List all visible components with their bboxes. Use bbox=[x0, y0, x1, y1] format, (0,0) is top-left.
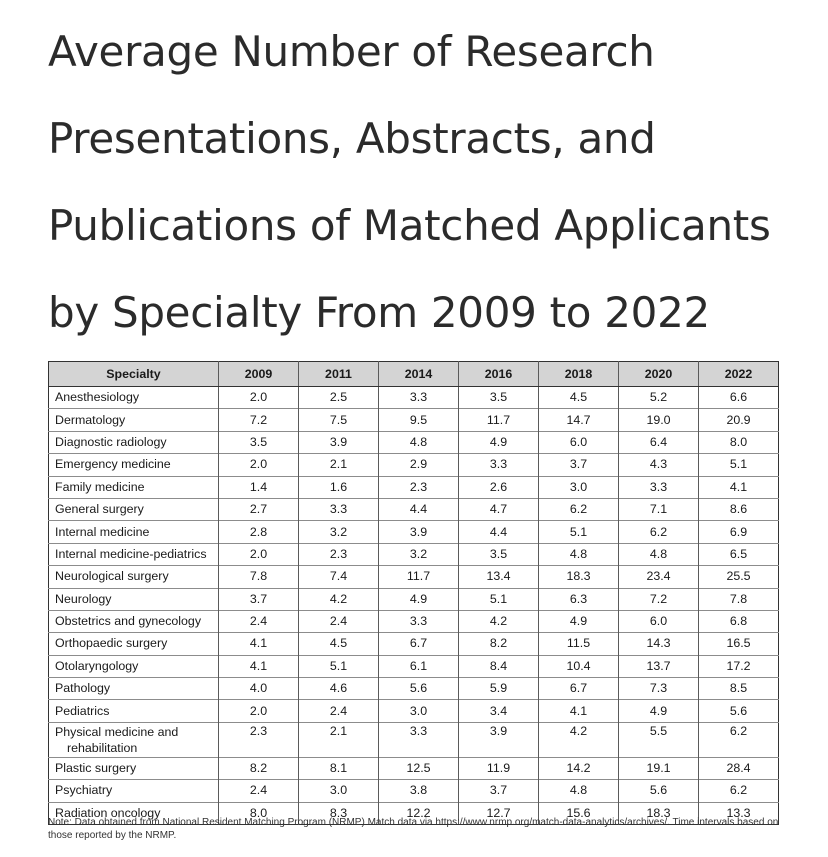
value-cell: 6.9 bbox=[699, 521, 779, 543]
specialty-name: Family medicine bbox=[55, 479, 145, 494]
value-cell: 3.2 bbox=[299, 521, 379, 543]
specialty-cell bbox=[49, 454, 219, 476]
value-cell: 7.2 bbox=[219, 409, 299, 431]
value-cell: 8.3 bbox=[299, 802, 379, 824]
value-cell: 3.5 bbox=[459, 543, 539, 565]
value-cell: 19.1 bbox=[619, 757, 699, 779]
value-cell: 6.2 bbox=[699, 722, 779, 757]
value-cell: 1.4 bbox=[219, 476, 299, 498]
specialty-name: Dermatology bbox=[55, 412, 126, 427]
value-cell: 4.5 bbox=[299, 633, 379, 655]
value-cell: 2.4 bbox=[299, 610, 379, 632]
specialty-name: Neurology bbox=[55, 591, 112, 606]
value-cell: 5.6 bbox=[699, 700, 779, 722]
value-cell: 5.6 bbox=[379, 678, 459, 700]
specialty-name: Internal medicine-pediatrics bbox=[55, 546, 207, 561]
column-header: Specialty bbox=[49, 362, 219, 387]
value-cell: 6.2 bbox=[619, 521, 699, 543]
value-cell: 3.0 bbox=[299, 780, 379, 802]
value-cell: 7.2 bbox=[619, 588, 699, 610]
table-note: Note: Data obtained from National Resident Matching Program (NRMP) Match data via https://www.nrmp.org/match-data-analytics/archives/. Time intervals based on those reported by the NRMP. bbox=[48, 817, 779, 841]
value-cell: 8.0 bbox=[219, 802, 299, 824]
value-cell: 23.4 bbox=[619, 566, 699, 588]
value-cell: 6.1 bbox=[379, 655, 459, 677]
specialty-cell bbox=[49, 610, 219, 632]
specialty-name: Emergency medicine bbox=[55, 457, 171, 472]
value-cell: 4.8 bbox=[539, 780, 619, 802]
specialty-cell bbox=[49, 431, 219, 453]
value-cell: 17.2 bbox=[699, 655, 779, 677]
value-cell: 5.9 bbox=[459, 678, 539, 700]
value-cell: 2.7 bbox=[219, 498, 299, 520]
value-cell: 3.3 bbox=[379, 387, 459, 409]
value-cell: 6.4 bbox=[619, 431, 699, 453]
value-cell: 2.6 bbox=[459, 476, 539, 498]
table-row bbox=[49, 431, 779, 453]
value-cell: 6.8 bbox=[699, 610, 779, 632]
specialty-name-continued: rehabilitation bbox=[67, 740, 138, 755]
specialty-cell bbox=[49, 757, 219, 779]
title-line: Presentations, Abstracts, and bbox=[48, 114, 656, 163]
value-cell: 11.7 bbox=[379, 566, 459, 588]
table-row bbox=[49, 543, 779, 565]
table-row bbox=[49, 588, 779, 610]
value-cell: 4.2 bbox=[299, 588, 379, 610]
value-cell: 6.7 bbox=[379, 633, 459, 655]
specialty-name: Orthopaedic surgery bbox=[55, 636, 168, 651]
value-cell: 3.9 bbox=[459, 722, 539, 757]
table-row bbox=[49, 757, 779, 779]
title-line: by Specialty From 2009 to 2022 bbox=[48, 288, 710, 337]
value-cell: 7.4 bbox=[299, 566, 379, 588]
value-cell: 5.1 bbox=[699, 454, 779, 476]
specialty-cell bbox=[49, 722, 219, 757]
value-cell: 11.7 bbox=[459, 409, 539, 431]
value-cell: 4.1 bbox=[699, 476, 779, 498]
value-cell: 6.2 bbox=[699, 780, 779, 802]
value-cell: 5.1 bbox=[299, 655, 379, 677]
specialty-table bbox=[48, 361, 779, 825]
value-cell: 6.0 bbox=[619, 610, 699, 632]
value-cell: 2.1 bbox=[299, 454, 379, 476]
value-cell: 4.1 bbox=[219, 655, 299, 677]
specialty-name: Obstetrics and gynecology bbox=[55, 614, 202, 629]
value-cell: 18.3 bbox=[539, 566, 619, 588]
value-cell: 4.2 bbox=[459, 610, 539, 632]
value-cell: 5.6 bbox=[619, 780, 699, 802]
table-row bbox=[49, 722, 779, 757]
value-cell: 19.0 bbox=[619, 409, 699, 431]
value-cell: 9.5 bbox=[379, 409, 459, 431]
value-cell: 8.2 bbox=[459, 633, 539, 655]
value-cell: 2.9 bbox=[379, 454, 459, 476]
value-cell: 8.2 bbox=[219, 757, 299, 779]
value-cell: 4.0 bbox=[219, 678, 299, 700]
table-row bbox=[49, 498, 779, 520]
title-line: Publications of Matched Applicants bbox=[48, 201, 771, 250]
specialty-cell bbox=[49, 521, 219, 543]
column-header: 2020 bbox=[619, 362, 699, 387]
table-row bbox=[49, 678, 779, 700]
value-cell: 2.5 bbox=[299, 387, 379, 409]
value-cell: 4.2 bbox=[539, 722, 619, 757]
value-cell: 7.3 bbox=[619, 678, 699, 700]
value-cell: 3.3 bbox=[379, 722, 459, 757]
value-cell: 3.4 bbox=[459, 700, 539, 722]
table-row bbox=[49, 633, 779, 655]
value-cell: 2.3 bbox=[219, 722, 299, 757]
value-cell: 5.1 bbox=[459, 588, 539, 610]
table-row bbox=[49, 454, 779, 476]
specialty-name: Neurological surgery bbox=[55, 569, 169, 584]
value-cell: 3.0 bbox=[379, 700, 459, 722]
value-cell: 4.5 bbox=[539, 387, 619, 409]
value-cell: 4.9 bbox=[539, 610, 619, 632]
value-cell: 14.2 bbox=[539, 757, 619, 779]
value-cell: 3.8 bbox=[379, 780, 459, 802]
value-cell: 6.2 bbox=[539, 498, 619, 520]
specialty-name: Anesthesiology bbox=[55, 390, 140, 405]
specialty-cell bbox=[49, 566, 219, 588]
value-cell: 5.2 bbox=[619, 387, 699, 409]
value-cell: 4.9 bbox=[619, 700, 699, 722]
specialty-name: Physical medicine and bbox=[55, 724, 179, 739]
value-cell: 4.9 bbox=[459, 431, 539, 453]
value-cell: 3.9 bbox=[379, 521, 459, 543]
value-cell: 8.6 bbox=[699, 498, 779, 520]
specialty-name: Radiation oncology bbox=[55, 805, 161, 820]
value-cell: 15.6 bbox=[539, 802, 619, 824]
value-cell: 8.4 bbox=[459, 655, 539, 677]
value-cell: 8.0 bbox=[699, 431, 779, 453]
value-cell: 7.8 bbox=[699, 588, 779, 610]
value-cell: 3.7 bbox=[539, 454, 619, 476]
table-row bbox=[49, 476, 779, 498]
table-row bbox=[49, 780, 779, 802]
value-cell: 2.0 bbox=[219, 543, 299, 565]
value-cell: 14.7 bbox=[539, 409, 619, 431]
value-cell: 4.4 bbox=[379, 498, 459, 520]
value-cell: 2.3 bbox=[379, 476, 459, 498]
value-cell: 12.7 bbox=[459, 802, 539, 824]
value-cell: 25.5 bbox=[699, 566, 779, 588]
value-cell: 3.5 bbox=[219, 431, 299, 453]
value-cell: 12.2 bbox=[379, 802, 459, 824]
value-cell: 12.5 bbox=[379, 757, 459, 779]
value-cell: 2.0 bbox=[219, 700, 299, 722]
table-header-row bbox=[49, 362, 779, 387]
value-cell: 4.4 bbox=[459, 521, 539, 543]
table-row bbox=[49, 610, 779, 632]
value-cell: 2.8 bbox=[219, 521, 299, 543]
column-header: 2011 bbox=[299, 362, 379, 387]
column-header: 2018 bbox=[539, 362, 619, 387]
value-cell: 6.6 bbox=[699, 387, 779, 409]
table-row bbox=[49, 566, 779, 588]
value-cell: 3.5 bbox=[459, 387, 539, 409]
table-row bbox=[49, 700, 779, 722]
specialty-cell bbox=[49, 409, 219, 431]
value-cell: 20.9 bbox=[699, 409, 779, 431]
value-cell: 2.4 bbox=[219, 780, 299, 802]
table-row bbox=[49, 409, 779, 431]
value-cell: 5.5 bbox=[619, 722, 699, 757]
value-cell: 4.9 bbox=[379, 588, 459, 610]
value-cell: 4.1 bbox=[539, 700, 619, 722]
value-cell: 13.4 bbox=[459, 566, 539, 588]
specialty-cell bbox=[49, 498, 219, 520]
title-line: Average Number of Research bbox=[48, 27, 655, 76]
value-cell: 11.9 bbox=[459, 757, 539, 779]
value-cell: 7.1 bbox=[619, 498, 699, 520]
value-cell: 4.1 bbox=[219, 633, 299, 655]
specialty-name: Plastic surgery bbox=[55, 761, 137, 776]
value-cell: 7.5 bbox=[299, 409, 379, 431]
value-cell: 3.3 bbox=[619, 476, 699, 498]
value-cell: 13.7 bbox=[619, 655, 699, 677]
specialty-cell bbox=[49, 543, 219, 565]
value-cell: 2.4 bbox=[299, 700, 379, 722]
specialty-cell bbox=[49, 588, 219, 610]
column-header: 2014 bbox=[379, 362, 459, 387]
value-cell: 28.4 bbox=[699, 757, 779, 779]
value-cell: 2.1 bbox=[299, 722, 379, 757]
value-cell: 6.5 bbox=[699, 543, 779, 565]
value-cell: 3.3 bbox=[299, 498, 379, 520]
value-cell: 4.3 bbox=[619, 454, 699, 476]
specialty-cell bbox=[49, 476, 219, 498]
column-header: 2009 bbox=[219, 362, 299, 387]
value-cell: 6.7 bbox=[539, 678, 619, 700]
value-cell: 3.7 bbox=[459, 780, 539, 802]
value-cell: 18.3 bbox=[619, 802, 699, 824]
value-cell: 3.7 bbox=[219, 588, 299, 610]
specialty-cell bbox=[49, 655, 219, 677]
value-cell: 3.0 bbox=[539, 476, 619, 498]
value-cell: 4.8 bbox=[379, 431, 459, 453]
specialty-cell bbox=[49, 700, 219, 722]
value-cell: 4.6 bbox=[299, 678, 379, 700]
value-cell: 4.8 bbox=[539, 543, 619, 565]
value-cell: 4.7 bbox=[459, 498, 539, 520]
specialty-cell bbox=[49, 678, 219, 700]
value-cell: 6.3 bbox=[539, 588, 619, 610]
value-cell: 6.0 bbox=[539, 431, 619, 453]
value-cell: 3.3 bbox=[379, 610, 459, 632]
table-row bbox=[49, 521, 779, 543]
value-cell: 2.4 bbox=[219, 610, 299, 632]
value-cell: 1.6 bbox=[299, 476, 379, 498]
table-body bbox=[49, 387, 779, 825]
specialty-cell bbox=[49, 780, 219, 802]
value-cell: 2.3 bbox=[299, 543, 379, 565]
value-cell: 2.0 bbox=[219, 387, 299, 409]
table-row bbox=[49, 655, 779, 677]
column-header: 2016 bbox=[459, 362, 539, 387]
specialty-name: Internal medicine bbox=[55, 524, 150, 539]
specialty-name: Otolaryngology bbox=[55, 658, 139, 673]
specialty-cell bbox=[49, 633, 219, 655]
specialty-name: General surgery bbox=[55, 502, 144, 517]
specialty-name: Psychiatry bbox=[55, 783, 113, 798]
column-header: 2022 bbox=[699, 362, 779, 387]
value-cell: 8.5 bbox=[699, 678, 779, 700]
value-cell: 7.8 bbox=[219, 566, 299, 588]
specialty-table-container bbox=[48, 361, 778, 825]
table-row bbox=[49, 387, 779, 409]
value-cell: 5.1 bbox=[539, 521, 619, 543]
value-cell: 14.3 bbox=[619, 633, 699, 655]
specialty-name: Pediatrics bbox=[55, 703, 110, 718]
specialty-cell bbox=[49, 387, 219, 409]
value-cell: 13.3 bbox=[699, 802, 779, 824]
value-cell: 16.5 bbox=[699, 633, 779, 655]
value-cell: 8.1 bbox=[299, 757, 379, 779]
value-cell: 4.8 bbox=[619, 543, 699, 565]
value-cell: 3.2 bbox=[379, 543, 459, 565]
value-cell: 11.5 bbox=[539, 633, 619, 655]
value-cell: 10.4 bbox=[539, 655, 619, 677]
value-cell: 3.3 bbox=[459, 454, 539, 476]
specialty-name: Diagnostic radiology bbox=[55, 434, 167, 449]
value-cell: 3.9 bbox=[299, 431, 379, 453]
value-cell: 2.0 bbox=[219, 454, 299, 476]
page-title bbox=[48, 8, 808, 356]
specialty-name: Pathology bbox=[55, 681, 111, 696]
